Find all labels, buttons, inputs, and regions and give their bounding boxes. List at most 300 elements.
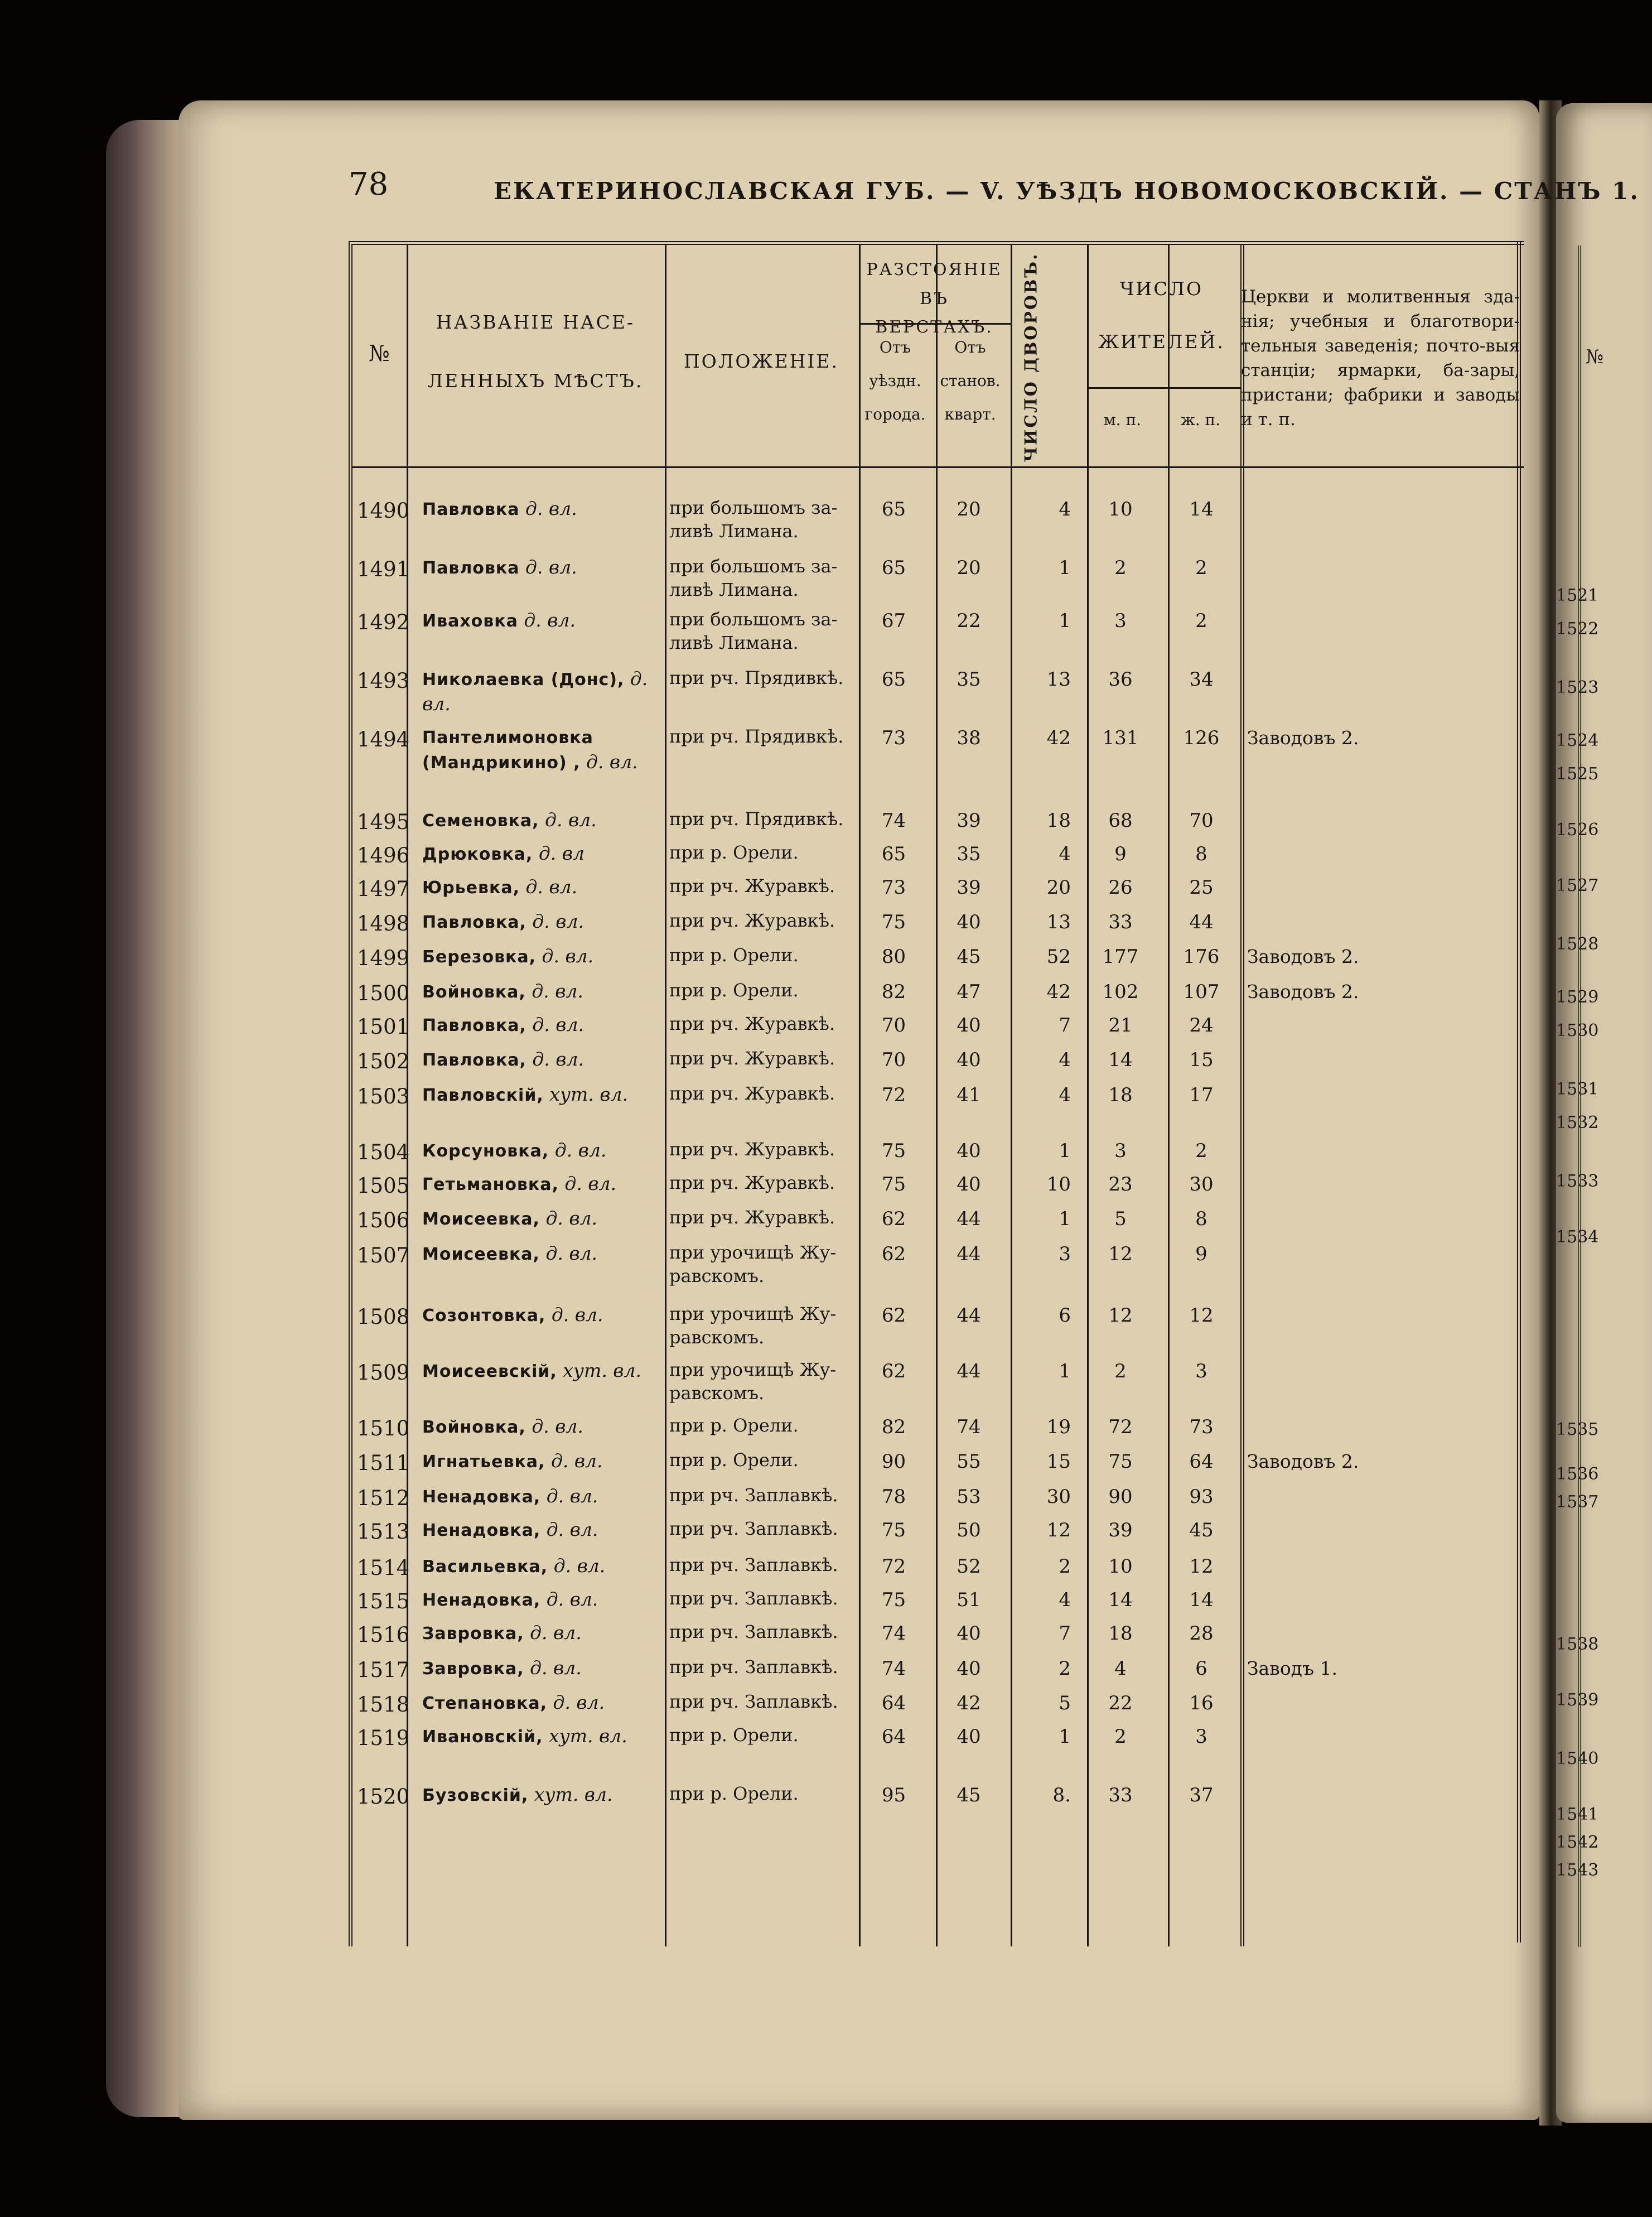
yards-count: 12 [1046, 1519, 1071, 1541]
row-number: 1513 [357, 1520, 410, 1544]
settlement-position: при рч. Прядивкѣ. [669, 667, 844, 688]
settlement-title: Пантелимоновка (Мандрикино) , [422, 728, 593, 773]
distance-from-town: 82 [881, 981, 906, 1003]
settlement-type: д. вл. [540, 1588, 598, 1610]
settlement-type: д. вл. [519, 556, 577, 578]
header-from-station-3: кварт. [944, 405, 996, 423]
yards-count: 7 [1059, 1014, 1071, 1037]
settlement-title: Моисеевка, [422, 1245, 540, 1264]
settlement-name [422, 1206, 662, 1231]
distance-from-station: 41 [957, 1084, 981, 1106]
settlement-title: Созонтовка, [422, 1306, 546, 1326]
settlement-title: Павловка, [422, 1050, 526, 1070]
female-count: 73 [1189, 1416, 1214, 1438]
distance-from-station: 40 [957, 1014, 981, 1037]
settlement-name [422, 1724, 662, 1749]
distance-from-station: 42 [957, 1692, 981, 1714]
yards-count: 42 [1046, 981, 1071, 1003]
yards-count: 42 [1046, 727, 1071, 749]
settlement-position: при рч. Журавкѣ. [669, 910, 835, 931]
yards-count: 1 [1059, 1726, 1071, 1748]
distance-from-town: 74 [881, 809, 906, 832]
settlement-name [422, 1172, 662, 1197]
row-note: Заводъ 1. [1247, 1657, 1337, 1679]
male-count: 33 [1108, 1784, 1133, 1806]
settlement-title: Завровка, [422, 1624, 524, 1644]
row-number: 1514 [357, 1556, 410, 1580]
row-number: 1516 [357, 1623, 410, 1647]
distance-from-town: 75 [881, 1140, 906, 1162]
female-count: 12 [1189, 1304, 1214, 1327]
distance-from-station: 44 [957, 1208, 981, 1230]
settlement-title: Войновка, [422, 982, 526, 1002]
settlement-title: Николаевка (Донс), [422, 670, 625, 690]
row-number: 1515 [357, 1589, 410, 1613]
male-count: 14 [1108, 1589, 1133, 1611]
header-number: № [369, 341, 390, 367]
settlement-type: д. вл. [526, 910, 584, 932]
header-from-town-2: уѣздн. [869, 372, 921, 390]
distance-from-station: 40 [957, 1140, 981, 1162]
page-number: 78 [349, 166, 389, 203]
yards-count: 4 [1059, 1049, 1071, 1071]
distance-from-town: 90 [881, 1450, 906, 1473]
female-count: 107 [1183, 981, 1220, 1003]
yards-count: 1 [1059, 1208, 1071, 1230]
distance-from-town: 73 [881, 876, 906, 899]
yards-count: 6 [1059, 1304, 1071, 1327]
female-count: 93 [1189, 1486, 1214, 1508]
distance-from-station: 20 [957, 557, 981, 579]
female-count: 3 [1195, 1360, 1207, 1382]
header-from-town-1: Отъ [879, 338, 911, 356]
male-count: 68 [1108, 809, 1133, 832]
settlement-title: Завровка, [422, 1659, 524, 1679]
settlement-type: д. вл. [540, 1485, 598, 1507]
distance-from-station: 35 [957, 843, 981, 865]
male-count: 90 [1108, 1486, 1133, 1508]
male-count: 2 [1114, 557, 1127, 579]
settlement-position: при большомъ за-ливѣ Лимана. [669, 497, 838, 542]
settlement-position: при р. Орели. [669, 842, 799, 863]
header-notes: Церкви и молитвенныя зда-нія; учебныя и благотвори-тельныя заведенія; почто-выя станціи; ярмарки, ба-зары, пристани; фабрики и заводы и т. п. [1241, 287, 1520, 430]
header-yards: ЧИСЛО ДВОРОВЪ. [1022, 252, 1042, 462]
yards-count: 13 [1046, 668, 1071, 691]
right-page-row-number: 1532 [1556, 1113, 1599, 1132]
settlement-position: при рч. Журавкѣ. [669, 1172, 835, 1193]
settlement-name [422, 1782, 662, 1808]
settlement-title: Павловка [422, 500, 520, 519]
settlement-position: при рч. Заплавкѣ. [669, 1621, 838, 1642]
settlement-type: д. вл [533, 842, 585, 864]
male-count: 5 [1114, 1208, 1127, 1230]
distance-from-town: 80 [881, 946, 906, 968]
header-distance-line1: РАЗСТОЯНІЕ [866, 260, 1002, 279]
row-number: 1505 [357, 1174, 410, 1198]
female-count: 44 [1189, 911, 1214, 933]
female-count: 8 [1195, 843, 1207, 865]
distance-from-town: 75 [881, 1589, 906, 1611]
right-page-row-number: 1527 [1556, 876, 1599, 895]
distance-from-town: 70 [881, 1014, 906, 1037]
male-count: 23 [1108, 1173, 1133, 1196]
male-count: 177 [1102, 946, 1139, 968]
settlement-title: Павловскій, [422, 1086, 544, 1105]
yards-count: 4 [1059, 843, 1071, 865]
distance-from-town: 75 [881, 911, 906, 933]
yards-count: 5 [1059, 1692, 1071, 1714]
settlement-position: при рч. Прядивкѣ. [669, 808, 844, 830]
male-count: 12 [1108, 1304, 1133, 1327]
settlement-title: Васильевка, [422, 1557, 548, 1577]
right-page-row-number: 1522 [1556, 619, 1599, 639]
row-number: 1494 [357, 727, 410, 751]
distance-from-town: 95 [881, 1784, 906, 1806]
row-number: 1511 [357, 1451, 410, 1475]
settlement-title: Ненадовка, [422, 1487, 541, 1507]
distance-from-station: 40 [957, 911, 981, 933]
settlement-name [422, 1621, 662, 1646]
settlement-type: д. вл. [526, 1014, 584, 1035]
right-page-row-number: 1525 [1556, 764, 1599, 784]
settlement-name [422, 1449, 662, 1474]
settlement-name [422, 1358, 662, 1384]
distance-from-town: 74 [881, 1622, 906, 1645]
settlement-name [422, 555, 662, 580]
settlement-title: Бузовскій, [422, 1786, 529, 1805]
distance-from-station: 53 [957, 1486, 981, 1508]
yards-count: 1 [1059, 610, 1071, 632]
distance-from-station: 35 [957, 668, 981, 691]
male-count: 102 [1102, 981, 1139, 1003]
row-number: 1512 [357, 1486, 410, 1510]
distance-from-town: 65 [881, 843, 906, 865]
settlement-name [422, 667, 662, 716]
header-from-station-2: станов. [940, 372, 1001, 390]
male-count: 131 [1102, 727, 1139, 749]
distance-from-town: 72 [881, 1555, 906, 1578]
settlement-title: Юрьевка, [422, 878, 520, 898]
female-count: 2 [1195, 1140, 1207, 1162]
settlement-name [422, 497, 662, 522]
settlement-name [422, 1517, 662, 1543]
settlement-position: при рч. Журавкѣ. [669, 1013, 835, 1034]
settlement-title: Корсуновка, [422, 1141, 549, 1161]
settlement-type: д. вл. [520, 876, 578, 898]
settlement-name [422, 841, 662, 866]
distance-from-station: 40 [957, 1726, 981, 1748]
settlement-title: Павловка, [422, 1016, 526, 1035]
distance-from-town: 74 [881, 1657, 906, 1680]
female-count: 6 [1195, 1657, 1207, 1680]
header-inhabitants-line1: ЧИСЛО [1119, 278, 1204, 300]
row-number: 1501 [357, 1015, 410, 1039]
header-from-station-1: Отъ [954, 338, 986, 356]
row-number: 1510 [357, 1416, 410, 1440]
settlement-type: хут. вл. [543, 1083, 628, 1105]
settlement-name [422, 1241, 662, 1266]
right-page-row-number: 1530 [1556, 1021, 1599, 1040]
settlement-position: при рч. Прядивкѣ. [669, 726, 844, 747]
settlement-position: при рч. Журавкѣ. [669, 1048, 835, 1069]
table-right-border [1517, 241, 1521, 1943]
female-count: 45 [1189, 1519, 1214, 1541]
distance-from-town: 75 [881, 1519, 906, 1541]
settlement-type: д. вл. [519, 498, 577, 519]
settlement-type: д. вл. [524, 1657, 582, 1679]
male-count: 2 [1114, 1360, 1127, 1382]
settlement-title: Березовка, [422, 947, 537, 967]
male-count: 9 [1114, 843, 1127, 865]
female-count: 30 [1189, 1173, 1214, 1196]
settlement-type: д. вл. [547, 1691, 605, 1713]
female-count: 64 [1189, 1450, 1214, 1473]
settlement-type: д. вл. [525, 980, 583, 1002]
row-number: 1498 [357, 912, 410, 936]
settlement-type: д. вл. [525, 1415, 583, 1437]
row-number: 1518 [357, 1693, 410, 1717]
male-count: 10 [1108, 1555, 1133, 1578]
right-page-row-number: 1537 [1556, 1492, 1599, 1512]
settlement-type: д. вл. [524, 1622, 582, 1644]
male-count: 18 [1108, 1084, 1133, 1106]
distance-from-station: 20 [957, 498, 981, 520]
female-count: 14 [1189, 1589, 1214, 1611]
distance-from-town: 65 [881, 557, 906, 579]
distance-from-station: 40 [957, 1657, 981, 1680]
settlement-position: при рч. Журавкѣ. [669, 1083, 835, 1104]
settlement-position: при рч. Заплавкѣ. [669, 1656, 838, 1678]
right-page-header-number: № [1586, 346, 1604, 368]
settlement-name [422, 1303, 662, 1328]
female-count: 2 [1195, 557, 1207, 579]
female-count: 8 [1195, 1208, 1207, 1230]
settlement-type: хут. вл. [557, 1360, 642, 1381]
right-page-row-number: 1523 [1556, 678, 1599, 697]
female-count: 37 [1189, 1784, 1214, 1806]
settlement-type: д. вл. [580, 750, 638, 773]
right-page-row-number: 1542 [1556, 1833, 1599, 1852]
settlement-name [422, 1484, 662, 1509]
settlement-name [422, 725, 662, 774]
row-number: 1507 [357, 1244, 410, 1267]
distance-from-town: 72 [881, 1084, 906, 1106]
distance-from-town: 82 [881, 1416, 906, 1438]
yards-count: 4 [1059, 1589, 1071, 1611]
header-distance-line2: ВЪ ВЕРСТАХЪ. [875, 289, 993, 337]
female-count: 16 [1189, 1692, 1214, 1714]
row-number: 1506 [357, 1208, 410, 1232]
settlement-name [422, 875, 662, 900]
settlement-type: д. вл. [539, 809, 597, 831]
row-number: 1495 [357, 810, 410, 834]
distance-from-town: 64 [881, 1726, 906, 1748]
row-number: 1496 [357, 844, 410, 867]
settlement-title: Иваховка [422, 611, 518, 631]
header-female: ж. п. [1180, 411, 1221, 429]
yards-count: 3 [1059, 1243, 1071, 1265]
female-count: 17 [1189, 1084, 1214, 1106]
right-page-row-number: 1528 [1556, 934, 1599, 954]
distance-from-town: 65 [881, 668, 906, 691]
settlement-type: д. вл. [545, 1450, 603, 1472]
right-page-row-number: 1535 [1556, 1420, 1599, 1439]
settlement-type: д. вл. [536, 945, 594, 967]
female-count: 25 [1189, 876, 1214, 899]
settlement-title: Павловка [422, 558, 520, 578]
settlement-title: Моисеевскій, [422, 1362, 557, 1381]
distance-from-town: 75 [881, 1173, 906, 1196]
row-number: 1499 [357, 946, 410, 970]
settlement-title: Павловка, [422, 913, 526, 932]
yards-count: 19 [1046, 1416, 1071, 1438]
row-number: 1490 [357, 499, 410, 523]
female-count: 14 [1189, 498, 1214, 520]
settlement-type: д. вл. [539, 1242, 598, 1264]
settlement-position: при р. Орели. [669, 980, 799, 1001]
female-count: 70 [1189, 809, 1214, 832]
right-page-row-number: 1531 [1556, 1079, 1599, 1099]
row-note: Заводовъ 2. [1247, 946, 1359, 967]
yards-count: 7 [1059, 1622, 1071, 1645]
right-page-row-number: 1521 [1556, 586, 1599, 605]
settlement-type: д. вл. [526, 1048, 584, 1070]
male-count: 12 [1108, 1243, 1133, 1265]
row-number: 1492 [357, 610, 410, 634]
distance-from-station: 52 [957, 1555, 981, 1578]
right-page-row-number: 1540 [1556, 1749, 1599, 1768]
settlement-type: д. вл. [558, 1173, 617, 1194]
settlement-name [422, 979, 662, 1004]
yards-count: 10 [1046, 1173, 1071, 1196]
settlement-type: хут. вл. [543, 1725, 627, 1747]
right-page-row-number: 1543 [1556, 1861, 1599, 1880]
settlement-title: Войновка, [422, 1418, 526, 1437]
distance-from-town: 70 [881, 1049, 906, 1071]
header-male: м. п. [1103, 411, 1142, 429]
settlement-name [422, 1047, 662, 1072]
settlement-position: при рч. Заплавкѣ. [669, 1485, 838, 1506]
distance-from-station: 45 [957, 946, 981, 968]
yards-count: 4 [1059, 498, 1071, 520]
distance-from-town: 78 [881, 1486, 906, 1508]
female-count: 9 [1195, 1243, 1207, 1265]
male-count: 2 [1114, 1726, 1127, 1748]
settlement-type: хут. вл. [528, 1784, 613, 1805]
settlement-name [422, 1138, 662, 1163]
settlement-position: при урочищѣ Жу-равскомъ. [669, 1303, 837, 1348]
settlement-title: Дрюковка, [422, 845, 533, 864]
settlement-position: при урочищѣ Жу-равскомъ. [669, 1359, 837, 1404]
male-count: 18 [1108, 1622, 1133, 1645]
distance-from-station: 40 [957, 1622, 981, 1645]
settlement-title: Ненадовка, [422, 1521, 541, 1540]
distance-from-station: 39 [957, 809, 981, 832]
male-count: 75 [1108, 1450, 1133, 1473]
settlement-position: при рч. Журавкѣ. [669, 875, 835, 897]
yards-count: 15 [1046, 1450, 1071, 1473]
settlement-position: при рч. Журавкѣ. [669, 1207, 835, 1228]
distance-from-station: 55 [957, 1450, 981, 1473]
header-name-line2: ЛЕННЫХЪ МѢСТЪ. [427, 370, 644, 392]
right-page-row-number: 1533 [1556, 1172, 1599, 1191]
distance-from-station: 39 [957, 876, 981, 899]
distance-from-station: 38 [957, 727, 981, 749]
female-count: 15 [1189, 1049, 1214, 1071]
yards-count: 1 [1059, 1360, 1071, 1382]
yards-count: 1 [1059, 557, 1071, 579]
yards-count: 2 [1059, 1555, 1071, 1578]
distance-from-town: 62 [881, 1243, 906, 1265]
settlement-type: д. вл. [548, 1555, 606, 1577]
row-number: 1508 [357, 1305, 410, 1329]
male-count: 72 [1108, 1416, 1133, 1438]
settlement-position: при р. Орели. [669, 1449, 799, 1471]
settlement-type: д. вл. [422, 668, 648, 715]
settlement-position: при рч. Заплавкѣ. [669, 1554, 838, 1575]
settlement-name [422, 808, 662, 833]
right-page-row-number: 1538 [1556, 1635, 1599, 1654]
female-count: 3 [1195, 1726, 1207, 1748]
settlement-position: при р. Орели. [669, 944, 799, 966]
male-count: 14 [1108, 1049, 1133, 1071]
settlement-type: д. вл. [540, 1519, 598, 1540]
row-note: Заводовъ 2. [1247, 1450, 1359, 1472]
distance-from-town: 62 [881, 1304, 906, 1327]
distance-from-town: 67 [881, 610, 906, 632]
settlement-name [422, 944, 662, 969]
settlement-position: при рч. Журавкѣ. [669, 1139, 835, 1160]
right-page-row-number: 1534 [1556, 1227, 1599, 1247]
yards-count: 4 [1059, 1084, 1071, 1106]
yards-count: 52 [1046, 946, 1071, 968]
row-number: 1500 [357, 981, 410, 1005]
right-page-row-number: 1539 [1556, 1690, 1599, 1710]
yards-count: 8. [1052, 1784, 1071, 1806]
settlement-name [422, 1690, 662, 1715]
female-count: 176 [1183, 946, 1220, 968]
settlement-title: Ивановскій, [422, 1727, 543, 1747]
row-number: 1509 [357, 1361, 410, 1385]
settlement-name [422, 1587, 662, 1612]
right-page-row-number: 1529 [1556, 987, 1599, 1007]
male-count: 22 [1108, 1692, 1133, 1714]
settlement-title: Игнатьевка, [422, 1452, 545, 1472]
row-number: 1491 [357, 557, 410, 581]
settlement-position: при р. Орели. [669, 1415, 799, 1436]
header-inhabitants-line2: ЖИТЕЛЕЙ. [1098, 331, 1225, 353]
settlement-name [422, 1082, 662, 1107]
yards-count: 1 [1059, 1140, 1071, 1162]
distance-from-town: 65 [881, 498, 906, 520]
yards-count: 30 [1046, 1486, 1071, 1508]
right-page-row-number: 1541 [1556, 1805, 1599, 1824]
settlement-type: д. вл. [518, 609, 576, 631]
distance-from-town: 64 [881, 1692, 906, 1714]
distance-from-station: 44 [957, 1243, 981, 1265]
row-number: 1520 [357, 1785, 410, 1809]
settlement-title: Семеновка, [422, 811, 539, 831]
distance-from-station: 44 [957, 1304, 981, 1327]
female-count: 34 [1189, 668, 1214, 691]
settlement-title: Ненадовка, [422, 1591, 541, 1610]
distance-from-town: 62 [881, 1360, 906, 1382]
settlement-position: при большомъ за-ливѣ Лимана. [669, 609, 838, 653]
female-count: 12 [1189, 1555, 1214, 1578]
row-number: 1519 [357, 1726, 410, 1750]
settlement-position: при р. Орели. [669, 1783, 799, 1804]
settlement-name [422, 909, 662, 934]
